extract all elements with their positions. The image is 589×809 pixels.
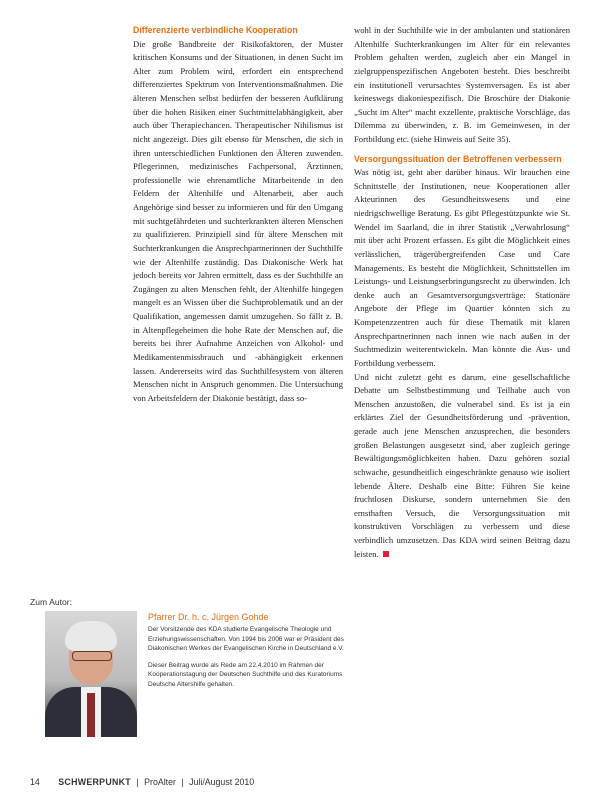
page-footer <box>30 777 254 787</box>
author-info <box>148 611 346 697</box>
author-note: Dieser Beitrag wurde als Rede am 22.4.2010 im Rahmen der Kooperationstagung der Deutschen Suchthilfe und des Kuratoriums Deutsche Altershilfe gehalten. <box>148 661 343 688</box>
footer-section-title: SCHWERPUNKT <box>58 777 131 787</box>
footer-separator: | <box>181 777 184 787</box>
section-heading-cooperation: Differenzierte verbindliche Kooperation <box>133 25 298 35</box>
footer-separator: | <box>136 777 139 787</box>
author-name: Pfarrer Dr. h. c. Jürgen Gohde <box>148 612 269 622</box>
author-section-label: Zum Autor: <box>30 597 73 607</box>
body-paragraph-text: Und nicht zuletzt geht es darum, eine gesellschaftliche Debatte um Selbstbestimmung und Teilhabe auch von Menschen anzustoßen, die vulnerabel sind. Es ist ja ein erklärtes Ziel der Gesundheitsförderung und -prävention, gerade auch jene Menschen anzusprechen, die besonders großen Belastungen ausgesetzt sind, aber zugleich geringe Bewältigungsmöglichkeiten haben. Dazu gehören sozial schwache, gesundheitlich eingeschränkte genauso wie isoliert lebende Ältere. Deshalb eine Bitte: Führen Sie keine fruchtlosen Diskurse, sondern unternehmen Sie den ernsthaften Versuch, die Versorgungssituation mit konstruktiven Vorschlägen zu verbessern und diese verbindlich umzusetzen. Das KDA wird seinen Beitrag dazu leisten. <box>354 371 570 559</box>
author-portrait-photo <box>45 611 137 737</box>
right-column <box>354 24 570 561</box>
body-paragraph: Was nötig ist, geht aber darüber hinaus. Wir brauchen eine Schnittstelle der Institutionen, neue Kooperationen aller Akteurinnen des Gesundheitswesens und eine niedrigschwellige Beratung. Es gibt Pflegestützpunkte wie St. Wendel im Saarland, die in ihrer Statistik „Verwahrlosung“ mit über acht Prozent erfassen. Es gibt die Möglichkeit eines verlässlichen, trägerübergreifenden Case und Care Managements. Es besteht die Möglichkeit, Schnittstellen im Leistungs- und Leistungserbringungsrecht zu überwinden. Ich denke auch an Gesamtversorgungsverträge: Stationäre Angebote der Pflege im Quartier könnten sich zu Kompetenzzentren auch für diese Thematik mit klaren Ansprechpartnerinnen nach innen wie nach außen in der Suchtmedizin weiterentwickeln. Man könnte die Aus- und Fortbildung verbessern. <box>354 167 570 368</box>
body-paragraph: wohl in der Suchthilfe wie in der ambulanten und stationären Altenhilfe Suchterkrankungen im Alter für ein relevantes Problem gehalten werden, zugleich aber ein Mangel in zielgruppenspezifischen Angeboten besteht. Dies beschreibt ein institutionell verursachtes Systemversagen. Es ist aber keineswegs diakoniespezifisch. Die Broschüre der Diakonie „Sucht im Alter“ macht exzellente, praktische Vorschläge, das Dilemma zu überwinden, z. B. im Gemeinwesen, in der Fortbildung etc. (siehe Hinweis auf Seite 35). <box>354 25 570 144</box>
section-heading-care-situation: Versorgungssituation der Betroffenen verbessern <box>354 153 562 164</box>
footer-magazine-name: ProAlter <box>144 777 176 787</box>
left-column <box>133 24 343 405</box>
body-paragraph: Die große Bandbreite der Risikofaktoren, der Muster kritischen Konsums und der Situationen, in denen Sucht im Alter zum Problem wird, erfordert ein entsprechend differenziertes Spektrum von Interventionsmaßnahmen. Die älteren Menschen selbst bedürfen der besseren Aufklärung über die hohen Risiken einer Suchtmittelabhängigkeit, aber auch über Therapiechancen. Therapeutischer Nihilismus ist nicht angezeigt. Dies gilt ebenso für Menschen, die sich in ihren unterschiedlichen Funktionen den Älteren zuwenden. Pflegerinnen, medizinisches Fachpersonal, Ärztinnen, professionelle wie ehrenamtliche Mitarbeitende in den Feldern der Altenhilfe und Altenarbeit, aber auch Angehörige sind besser zu informieren und für den Umgang mit suchtgefährdeten und suchterkrankten älteren Menschen zu qualifizieren. Prinzipiell sind für ältere Menschen mit Suchterkrankungen die Ansprechpartnerinnen der Suchthilfe wie der Altenhilfe zuständig. Das Diakonische Werk hat jedoch bereits vor Jahren ermittelt, dass es der Suchthilfe an Zugängen zu alten Menschen fehlt, der Altenhilfe hingegen mangelt es an Wissen über die Suchtproblematik und an der Qualifikation, angemessen damit umzugehen. So fällt z. B. in Altenpflegeheimen die hohe Rate der Menschen auf, die bereits bei ihrer Aufnahme Anzeichen von Alkohol- und Medikamentenmissbrauch und -abhängigkeit erkennen lassen. Andererseits wird das Suchthilfesystem von älteren Menschen nicht in Anspruch genommen. Die Untersuchung von Arbeitsfeldern der Diakonie bestätigt, dass so- <box>133 38 343 403</box>
author-bio: Der Vorsitzende des KDA studierte Evangelische Theologie und Erziehungswissenschaften. Von 1994 bis 2006 war er Präsident des Diakonischen Werkes der Evangelischen Kirche in Deutschland e.V. <box>148 626 344 653</box>
end-of-article-square-icon <box>383 551 389 557</box>
footer-issue: Juli/August 2010 <box>189 777 255 787</box>
page-number: 14 <box>30 777 40 787</box>
body-paragraph-final <box>354 371 570 562</box>
